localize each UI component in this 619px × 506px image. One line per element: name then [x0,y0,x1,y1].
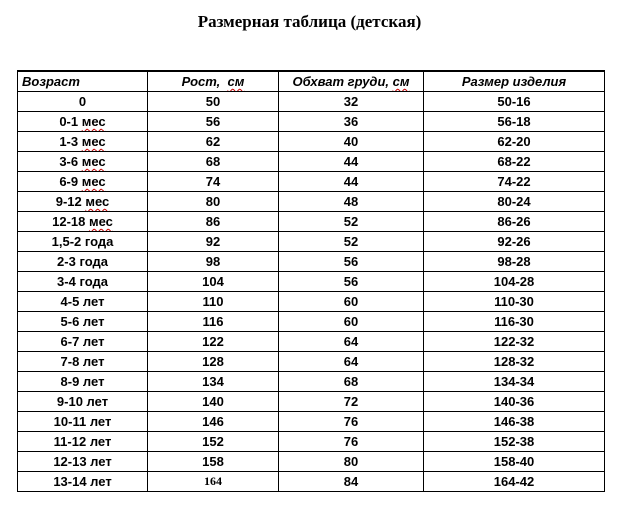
cell-size: 122-32 [424,332,605,352]
table-body [18,92,605,492]
cell-age [18,252,148,272]
cell-height: 158 [148,452,279,472]
table-row [18,452,605,472]
cell-age [18,292,148,312]
cell-age [18,272,148,292]
cell-height: 122 [148,332,279,352]
table-row [18,272,605,292]
cell-chest: 76 [279,412,424,432]
cell-chest: 60 [279,312,424,332]
cell-age [18,132,148,152]
cell-age-unit: мес [81,114,106,129]
cell-age-value: 1-3 [59,134,79,149]
cell-height: 56 [148,112,279,132]
cell-size: 128-32 [424,352,605,372]
cell-size: 98-28 [424,252,605,272]
cell-age [18,372,148,392]
cell-age-value: 4-5 лет [60,294,105,309]
cell-height: 50 [148,92,279,112]
cell-size: 56-18 [424,112,605,132]
table-row [18,232,605,252]
cell-chest: 36 [279,112,424,132]
cell-height: 80 [148,192,279,212]
table-row [18,152,605,172]
table-row [18,472,605,492]
cell-age-unit: мес [81,154,106,169]
cell-size: 68-22 [424,152,605,172]
cell-age [18,192,148,212]
cell-height: 86 [148,212,279,232]
cell-age-value: 3-6 [59,154,79,169]
cell-chest: 64 [279,352,424,372]
cell-chest: 44 [279,172,424,192]
header-age: Возраст [18,71,148,92]
cell-height: 110 [148,292,279,312]
cell-age-value: 9-12 [55,194,82,209]
cell-age-value: 6-9 [59,174,79,189]
cell-age [18,432,148,452]
cell-age-value: 0 [78,94,87,109]
cell-chest: 40 [279,132,424,152]
cell-age [18,392,148,412]
page-title: Размерная таблица (детская) [197,12,422,31]
cell-height: 92 [148,232,279,252]
cell-height: 74 [148,172,279,192]
cell-size: 104-28 [424,272,605,292]
cell-chest: 32 [279,92,424,112]
cell-age [18,412,148,432]
table-row [18,412,605,432]
cell-age-value: 11-12 лет [53,434,112,449]
cell-age-unit: мес [81,134,106,149]
table-row [18,352,605,372]
table-row [18,212,605,232]
cell-height: 164 [148,472,279,492]
cell-height: 128 [148,352,279,372]
cell-height: 98 [148,252,279,272]
table-row [18,432,605,452]
cell-size: 86-26 [424,212,605,232]
cell-age-unit: мес [85,194,110,209]
cell-height: 134 [148,372,279,392]
cell-size: 116-30 [424,312,605,332]
cell-age-value: 7-8 лет [60,354,105,369]
cell-height: 140 [148,392,279,412]
cell-age [18,312,148,332]
cell-age-value: 6-7 лет [60,334,105,349]
cell-age-value: 2-3 года [57,254,108,269]
table-row [18,252,605,272]
cell-age-value: 3-4 года [57,274,108,289]
cell-age-value: 12-13 лет [53,454,112,469]
cell-chest: 84 [279,472,424,492]
cell-size: 74-22 [424,172,605,192]
table-row [18,132,605,152]
cell-size: 92-26 [424,232,605,252]
cell-size: 152-38 [424,432,605,452]
cell-age [18,352,148,372]
cell-height: 116 [148,312,279,332]
cell-size: 50-16 [424,92,605,112]
table-row [18,192,605,212]
cell-age [18,172,148,192]
cell-chest: 80 [279,452,424,472]
cell-age [18,112,148,132]
header-chest-unit: см [392,74,410,89]
cell-height: 104 [148,272,279,292]
cell-age-value: 5-6 лет [60,314,105,329]
cell-age [18,92,148,112]
table-row [18,332,605,352]
cell-size: 62-20 [424,132,605,152]
cell-height: 68 [148,152,279,172]
header-size: Размер изделия [424,71,605,92]
cell-chest: 76 [279,432,424,452]
cell-chest: 68 [279,372,424,392]
header-height-label: Рост, [181,74,221,89]
size-table [17,70,605,492]
cell-age-value: 10-11 лет [53,414,112,429]
table-row [18,92,605,112]
cell-chest: 48 [279,192,424,212]
cell-age-unit: мес [88,214,113,229]
cell-size: 146-38 [424,412,605,432]
table-row [18,392,605,412]
cell-chest: 56 [279,272,424,292]
cell-age [18,332,148,352]
cell-age-value: 12-18 [52,214,86,229]
cell-age-value: 1,5-2 года [51,234,114,249]
table-row [18,172,605,192]
cell-age [18,152,148,172]
cell-size: 110-30 [424,292,605,312]
cell-age-value: 8-9 лет [60,374,105,389]
cell-height: 152 [148,432,279,452]
cell-size: 140-36 [424,392,605,412]
table-row [18,292,605,312]
cell-chest: 44 [279,152,424,172]
header-height [148,71,279,92]
cell-chest: 52 [279,232,424,252]
cell-age [18,452,148,472]
cell-age-value: 9-10 лет [56,394,109,409]
header-chest [279,71,424,92]
table-row [18,372,605,392]
cell-age-value: 0-1 [59,114,79,129]
cell-size: 134-34 [424,372,605,392]
cell-chest: 56 [279,252,424,272]
header-chest-label: Обхват груди, [292,74,390,89]
cell-chest: 64 [279,332,424,352]
table-row [18,312,605,332]
cell-height: 146 [148,412,279,432]
cell-chest: 52 [279,212,424,232]
cell-age-value: 13-14 лет [53,474,112,489]
cell-chest: 60 [279,292,424,312]
table-row [18,112,605,132]
cell-age [18,232,148,252]
cell-height: 62 [148,132,279,152]
cell-chest: 72 [279,392,424,412]
header-height-unit: см [227,74,245,89]
cell-size: 164-42 [424,472,605,492]
table-header-row [18,71,605,92]
cell-age-unit: мес [81,174,106,189]
cell-size: 80-24 [424,192,605,212]
cell-size: 158-40 [424,452,605,472]
cell-age [18,212,148,232]
cell-age [18,472,148,492]
